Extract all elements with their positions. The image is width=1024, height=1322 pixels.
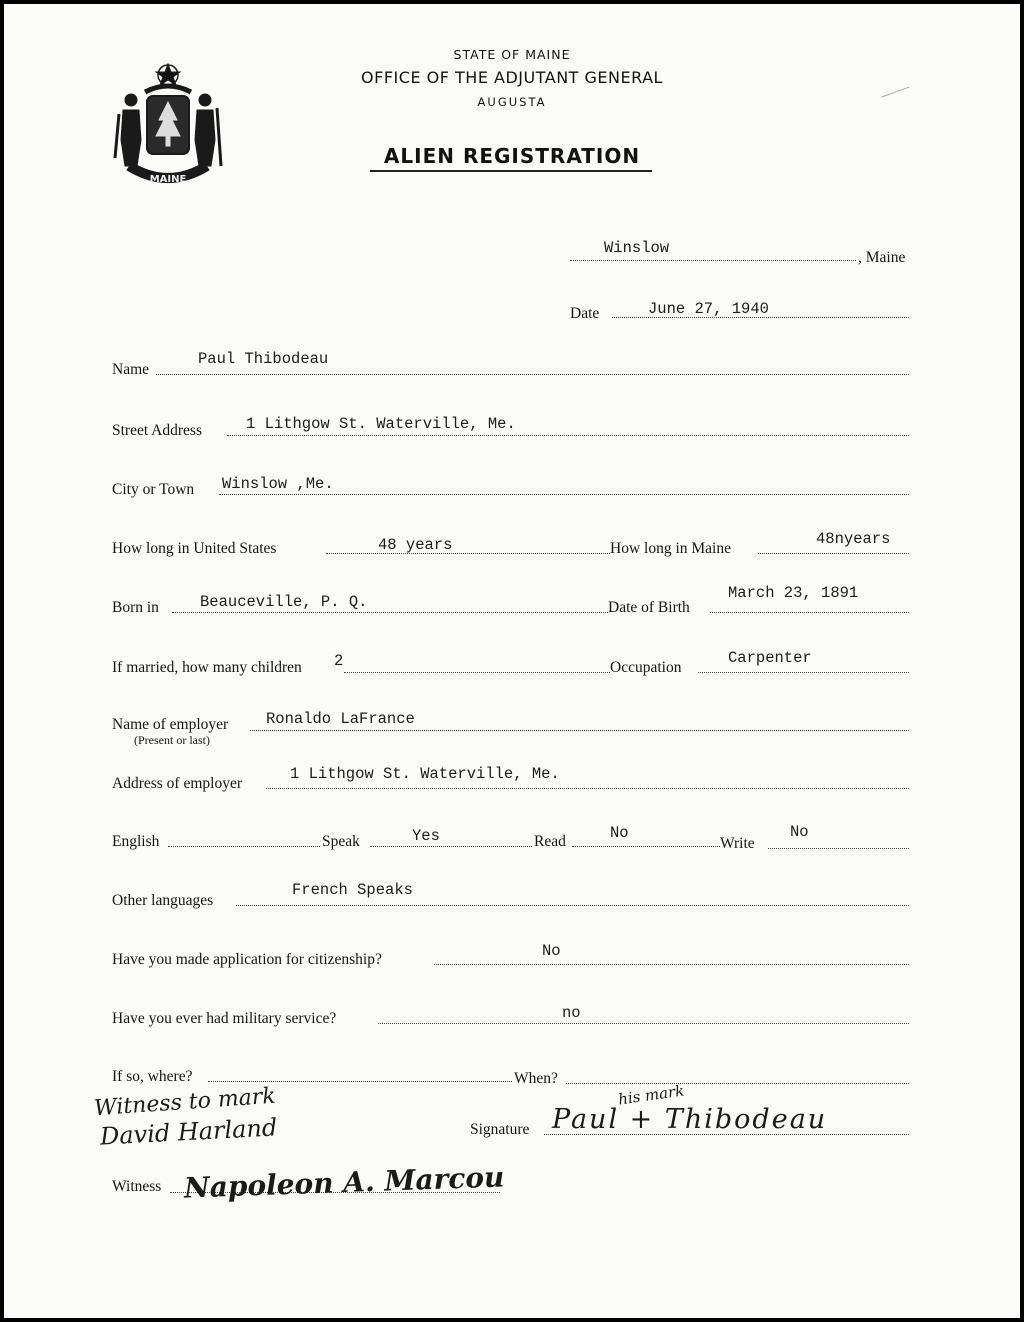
location-suffix: , Maine: [858, 249, 906, 266]
born-in-label: Born in: [112, 599, 159, 616]
how-long-us-label: How long in United States: [112, 540, 277, 557]
write-label: Write: [720, 835, 755, 852]
citizenship-value: No: [542, 942, 561, 960]
born-in-value: Beauceville, P. Q.: [200, 593, 368, 611]
children-label: If married, how many children: [112, 659, 302, 676]
signature-his-note: his mark: [617, 1081, 686, 1109]
occupation-label: Occupation: [610, 659, 682, 676]
witness-label: Witness: [112, 1178, 162, 1195]
employer-address-value: 1 Lithgow St. Waterville, Me.: [290, 765, 560, 783]
speak-value: Yes: [412, 827, 440, 845]
write-value: No: [790, 823, 809, 841]
when-label: When?: [514, 1070, 558, 1087]
read-label: Read: [534, 833, 566, 850]
other-languages-value: French Speaks: [292, 881, 413, 899]
form-title-underline: [370, 170, 652, 172]
witness-1-signature: David Harland: [99, 1113, 278, 1151]
military-value: no: [562, 1004, 581, 1022]
location-value: Winslow: [604, 239, 670, 257]
name-value: Paul Thibodeau: [198, 350, 329, 368]
military-label: Have you ever had military service?: [112, 1010, 337, 1027]
dob-label: Date of Birth: [608, 599, 690, 616]
form-title: ALIEN REGISTRATION: [383, 144, 641, 168]
how-long-us-value: 48 years: [378, 536, 453, 554]
employer-sublabel: (Present or last): [134, 733, 210, 747]
applicant-signature: Paul + Thibodeau: [552, 1104, 828, 1135]
street-label: Street Address: [112, 422, 202, 439]
document-page: [4, 4, 1020, 1318]
how-long-maine-value: 48nyears: [816, 530, 891, 548]
city-value: Winslow ,Me.: [222, 475, 334, 493]
employer-value: Ronaldo LaFrance: [266, 710, 415, 728]
read-value: No: [610, 824, 629, 842]
date-label: Date: [570, 305, 600, 322]
how-long-maine-label: How long in Maine: [610, 540, 731, 557]
signature-label: Signature: [470, 1121, 530, 1138]
date-value: June 27, 1940: [648, 300, 769, 318]
seal-banner-text: MAINE: [149, 174, 187, 185]
street-value: 1 Lithgow St. Waterville, Me.: [246, 415, 516, 433]
occupation-value: Carpenter: [728, 649, 812, 667]
employer-label: Name of employer: [112, 716, 229, 733]
city-label: City or Town: [112, 481, 195, 498]
employer-address-label: Address of employer: [112, 775, 242, 792]
state-heading: STATE OF MAINE: [453, 47, 571, 62]
english-label: English: [112, 833, 160, 850]
witness-to-mark-handwriting: Witness to mark: [93, 1083, 277, 1122]
other-languages-label: Other languages: [112, 892, 214, 909]
citizenship-label: Have you made application for citizenship?: [112, 951, 382, 968]
where-label: If so, where?: [112, 1068, 193, 1085]
city-heading: AUGUSTA: [477, 95, 547, 109]
speak-label: Speak: [322, 833, 360, 850]
office-heading: OFFICE OF THE ADJUTANT GENERAL: [361, 68, 663, 87]
dob-value: March 23, 1891: [728, 584, 859, 602]
name-label: Name: [112, 361, 150, 378]
children-value: 2: [334, 652, 344, 670]
witness-2-signature: Napoleon A. Marcou: [183, 1160, 505, 1205]
